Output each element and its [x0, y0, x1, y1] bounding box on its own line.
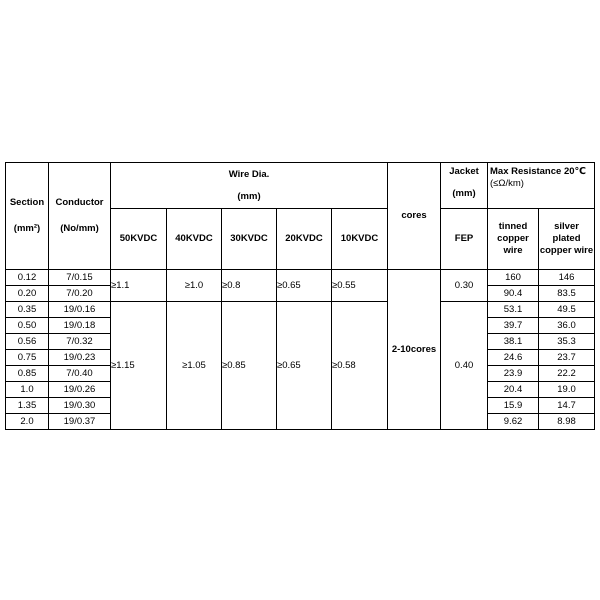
silver-cell: 35.3: [539, 334, 595, 350]
jacket-material-header: FEP: [441, 209, 488, 270]
tinned-cell: 39.7: [488, 318, 539, 334]
header-row-1: [6, 163, 595, 209]
tinned-cell: 53.1: [488, 302, 539, 318]
silver-copper-header: silver plated copper wire: [539, 209, 595, 270]
dia-50kvdc-cell: ≥1.15: [111, 302, 167, 430]
section-cell: 0.35: [6, 302, 49, 318]
tinned-cell: 9.62: [488, 414, 539, 430]
cores-cell: 2-10cores: [388, 270, 441, 430]
voltage-10kvdc-header: 10KVDC: [332, 209, 388, 270]
max-resistance-header: Max Resistance 20℃ (≤Ω/km): [488, 163, 595, 209]
tinned-cell: 24.6: [488, 350, 539, 366]
section-cell: 0.12: [6, 270, 49, 286]
conductor-cell: 7/0.32: [49, 334, 111, 350]
voltage-40kvdc-header: 40KVDC: [167, 209, 222, 270]
dia-40kvdc-cell: ≥1.05: [167, 302, 222, 430]
tinned-cell: 160: [488, 270, 539, 286]
dia-30kvdc-cell: ≥0.85: [222, 302, 277, 430]
conductor-cell: 19/0.18: [49, 318, 111, 334]
section-cell: 0.20: [6, 286, 49, 302]
section-cell: 1.35: [6, 398, 49, 414]
tinned-cell: 90.4: [488, 286, 539, 302]
conductor-cell: 19/0.26: [49, 382, 111, 398]
silver-cell: 23.7: [539, 350, 595, 366]
voltage-50kvdc-header: 50KVDC: [111, 209, 167, 270]
silver-cell: 146: [539, 270, 595, 286]
section-header: Section (mm²): [6, 163, 49, 270]
conductor-cell: 7/0.15: [49, 270, 111, 286]
conductor-cell: 7/0.40: [49, 366, 111, 382]
dia-10kvdc-cell: ≥0.58: [332, 302, 388, 430]
wire-dia-header: Wire Dia. (mm): [111, 163, 388, 209]
cores-header: cores: [388, 163, 441, 270]
silver-cell: 36.0: [539, 318, 595, 334]
jacket-cell: 0.30: [441, 270, 488, 302]
cable-spec-table: [5, 162, 595, 430]
section-cell: 1.0: [6, 382, 49, 398]
section-cell: 0.50: [6, 318, 49, 334]
section-cell: 2.0: [6, 414, 49, 430]
section-cell: 0.75: [6, 350, 49, 366]
tinned-cell: 23.9: [488, 366, 539, 382]
tinned-cell: 15.9: [488, 398, 539, 414]
silver-cell: 14.7: [539, 398, 595, 414]
voltage-30kvdc-header: 30KVDC: [222, 209, 277, 270]
dia-30kvdc-cell: ≥0.8: [222, 270, 277, 302]
silver-cell: 19.0: [539, 382, 595, 398]
conductor-cell: 19/0.23: [49, 350, 111, 366]
section-cell: 0.85: [6, 366, 49, 382]
silver-cell: 8.98: [539, 414, 595, 430]
table-row: [6, 302, 595, 318]
dia-10kvdc-cell: ≥0.55: [332, 270, 388, 302]
silver-cell: 83.5: [539, 286, 595, 302]
dia-20kvdc-cell: ≥0.65: [277, 302, 332, 430]
dia-20kvdc-cell: ≥0.65: [277, 270, 332, 302]
tinned-cell: 38.1: [488, 334, 539, 350]
jacket-header: Jacket (mm): [441, 163, 488, 209]
dia-50kvdc-cell: ≥1.1: [111, 270, 167, 302]
tinned-cell: 20.4: [488, 382, 539, 398]
conductor-header: Conductor (No/mm): [49, 163, 111, 270]
conductor-cell: 19/0.16: [49, 302, 111, 318]
conductor-cell: 19/0.37: [49, 414, 111, 430]
tinned-copper-header: tinned copper wire: [488, 209, 539, 270]
silver-cell: 49.5: [539, 302, 595, 318]
jacket-cell: 0.40: [441, 302, 488, 430]
voltage-20kvdc-header: 20KVDC: [277, 209, 332, 270]
conductor-cell: 19/0.30: [49, 398, 111, 414]
dia-40kvdc-cell: ≥1.0: [167, 270, 222, 302]
section-cell: 0.56: [6, 334, 49, 350]
silver-cell: 22.2: [539, 366, 595, 382]
table-row: [6, 270, 595, 286]
conductor-cell: 7/0.20: [49, 286, 111, 302]
